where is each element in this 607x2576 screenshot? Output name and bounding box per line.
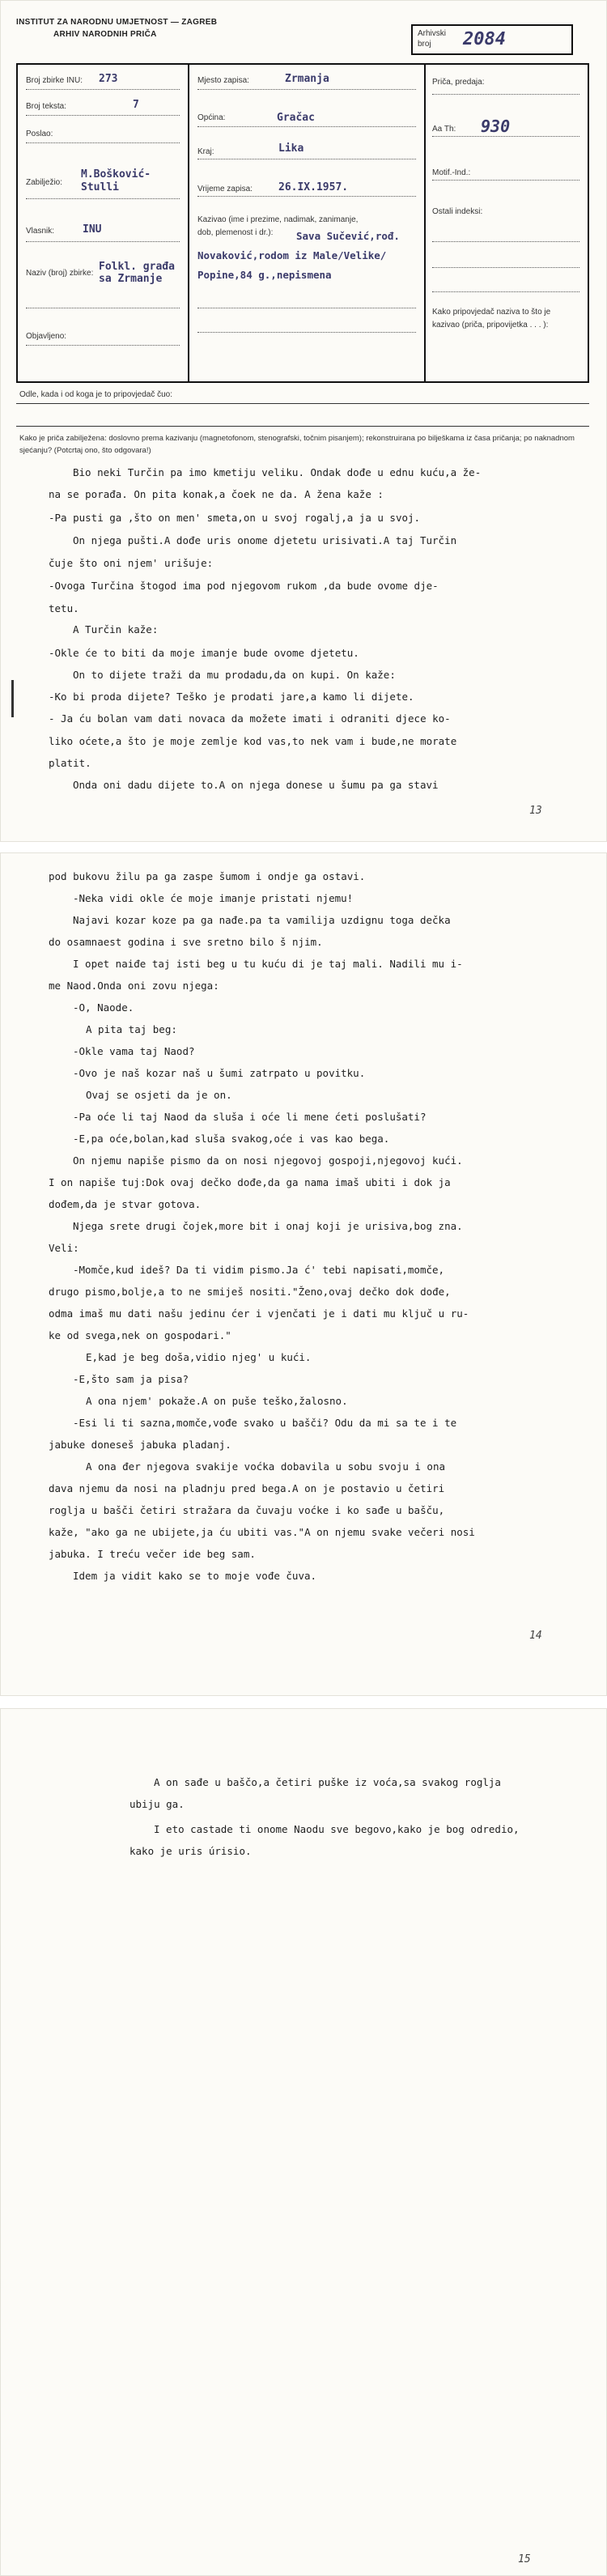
field-rule [26,89,180,90]
text-line: -Okle će to biti da moje imanje bude ovome djetetu. [49,647,359,659]
text-line: -Esi li ti sazna,momče,vođe svako u bašči? Odu da mi sa te i te [73,1417,457,1429]
text-line: ke od svega,nek on gospodari." [49,1329,231,1341]
text-line: -O, Naode. [73,1001,134,1014]
owner-value: INU [83,223,102,236]
archive-number-box [411,24,573,55]
owner-label: Vlasnik: [26,227,55,236]
text-line: Veli: [49,1242,79,1254]
text-line: On njemu napiše pismo da on nosi njegovoj gospoji,njegovoj kući. [73,1154,463,1167]
text-line: Bio neki Turčin pa imo kmetiju veliku. Ondak dođe u ednu kuću,a že- [73,466,482,478]
text-line: Najavi kozar koze pa ga nađe.pa ta vamilija uzdignu toga dečka [73,914,451,926]
collection-number-value: 273 [99,73,118,85]
page-1 [0,0,607,842]
archive-label: Arhivski broj [418,29,447,49]
text-line: -Pa pusti ga ,što on men' smeta,on u svoj rogalj,a ja u svoj. [49,512,421,524]
other-indexes-label: Ostali indeksi: [432,207,483,216]
page-3 [0,1708,607,2576]
text-line: A Turčin kaže: [73,623,159,635]
sent-by-label: Poslao: [26,130,53,138]
page-number: 14 [529,1630,542,1642]
text-number-label: Broj teksta: [26,102,67,111]
margin-mark [11,680,14,717]
text-line: čuje što oni njem' urišuje: [49,557,214,569]
field-rule [26,241,180,242]
municipality-label: Općina: [197,113,226,122]
page-number: 15 [518,2553,531,2565]
text-line: -E,pa oće,bolan,kad sluša svakog,oće i vas kao bega. [73,1133,390,1145]
text-number-value: 7 [133,99,139,111]
field-rule [432,267,579,268]
text-line: -E,što sam ja pisa? [73,1373,189,1385]
municipality-value: Gračac [277,112,315,124]
region-label: Kraj: [197,147,214,156]
field-rule [432,291,579,292]
text-line: Onda oni dadu dijete to.A on njega donese u šumu pa ga stavi [73,779,439,791]
collection-number-label: Broj zbirke INU: [26,76,83,85]
text-line: -Okle vama taj Naod? [73,1045,195,1057]
collection-name-value: Folkl. građa sa Zrmanje [99,261,175,285]
catalog-card [16,63,589,383]
column-divider [188,65,189,381]
text-line: I eto castade ti onome Naodu sve begovo,kako je bog odredio, [154,1823,520,1835]
field-rule [26,345,180,346]
text-line: On njega pušti.A dođe uris onome djetetu urisivati.A taj Turčin [73,534,457,546]
institute-name: INSTITUT ZA NARODNU UMJETNOST — ZAGREB [16,18,218,27]
field-rule [26,115,180,116]
text-line: E,kad je beg doša,vidio njeg' u kući. [86,1351,312,1363]
text-line: dava njemu da nosi na pladnju pred bega.A on je postavio u četiri [49,1482,445,1494]
aa-th-label: Aa Th: [432,125,456,134]
text-line: ubiju ga. [129,1798,185,1810]
field-rule [197,126,416,127]
text-line: Idem ja vidit kako se to moje vođe čuva. [73,1570,317,1582]
aa-th-value: 930 [481,117,511,136]
text-line: liko oćete,a što je moje zemlje kod vas,to nek vam i bude,ne morate [49,735,457,747]
story-type-label: Priča, predaja: [432,78,485,87]
text-line: Njega srete drugi čojek,more bit i onaj koji je urisiva,bog zna. [73,1220,463,1232]
region-value: Lika [278,142,304,155]
column-divider [424,65,426,381]
text-line: jabuke doneseš jabuka pladanj. [49,1439,231,1451]
text-line: -Ovo je naš kozar naš u šumi zatrpato u povitku. [73,1067,366,1079]
text-line: I on napiše tuj:Dok ovaj dečko dođe,da ga nama imaš ubiti i dok ja [49,1176,451,1188]
collection-name-label: Naziv (broj) zbirke: [26,269,94,278]
text-line: Ovaj se osjeti da je on. [86,1089,232,1101]
origin-label: Odle, kada i od koga je to pripovjedač čuo: [19,390,173,399]
field-rule [197,89,416,90]
archive-name: ARHIV NARODNIH PRIČA [53,30,157,39]
text-line: tetu. [49,602,79,614]
text-line: -Momče,kud ideš? Da ti vidim pismo.Ja ć' tebi napisati,momče, [73,1264,445,1276]
text-line: platit. [49,757,91,769]
archive-number: 2084 [463,29,506,49]
text-line: - Ja ću bolan vam dati novaca da možete imati i odraniti djece ko- [49,712,451,725]
date-label: Vrijeme zapisa: [197,185,253,193]
text-line: odma imaš mu dati našu jedinu ćer i vjenčati je i dati mu ključ u ru- [49,1307,469,1320]
text-line: kaže, "ako ga ne ubijete,ja ću ubiti vas."A on njemu svake večeri nosi [49,1526,475,1538]
text-line: dođem,da je stvar gotova. [49,1198,202,1210]
text-line: jabuka. I treću večer ide beg sam. [49,1548,256,1560]
place-value: Zrmanja [285,73,329,85]
text-line: A pita taj beg: [86,1023,177,1035]
field-rule [432,136,579,137]
recorded-by-label: Zabilježio: [26,178,63,187]
text-line: I opet naiđe taj isti beg u tu kuću di je taj mali. Nadili mu i- [73,958,463,970]
page-2 [0,852,607,1696]
narrator-term-label: Kako pripovjedač naziva to što je kazivao (priča, pripovijetka . . . ): [432,308,551,329]
text-line: na se porađa. On pita konak,a čoek ne da. A žena kaže : [49,488,384,500]
text-line: -Ovoga Turčina štogod ima pod njegovom rukom ,da bude ovome dje- [49,580,439,592]
field-rule [197,332,416,333]
origin-rule [16,426,589,427]
field-rule [432,94,579,95]
origin-rule [16,403,589,404]
recording-notes: Kako je priča zabilježena: doslovno prema kazivanju (magnetofonom, stenografski, točnim pisanjem); rekonstruirana po bilješkama iz časa pričanja; po naknadnom sjećanju? (Potcrtaj ono, što odgovara!) [19,434,575,455]
page-number: 13 [529,805,542,817]
text-line: roglja u bašči četiri stražara da čuvaju voćke i ko sađe u bašču, [49,1504,445,1516]
field-rule [432,180,579,181]
text-line: kako je uris úrisio. [129,1845,252,1857]
text-line: pod bukovu žilu pa ga zaspe šumom i ondje ga ostavi. [49,870,366,882]
text-line: -Neka vidi okle će moje imanje pristati njemu! [73,892,354,904]
text-line: me Naod.Onda oni zovu njega: [49,980,219,992]
field-rule [26,142,180,143]
field-rule [197,196,416,197]
published-label: Objavljeno: [26,332,67,341]
text-line: -Pa oće li taj Naod da sluša i oće li mene ćeti poslušati? [73,1111,427,1123]
narrator-label: Kazivao (ime i prezime, nadimak, zanimanje, dob, plemenost i dr.): [197,215,359,237]
text-line: A ona njem' pokaže.A on puše teško,žalosno. [86,1395,348,1407]
text-line: On to dijete traži da mu prodadu,da on kupi. On kaže: [73,669,396,681]
text-line: A ona đer njegova svakije voćka dobavila u sobu svoju i ona [86,1460,446,1473]
motif-index-label: Motif.-Ind.: [432,168,471,177]
date-value: 26.IX.1957. [278,181,349,193]
text-line: do osamnaest godina i sve sretno bilo š njim. [49,936,323,948]
text-line: -Ko bi proda dijete? Teško je prodati jare,a kamo li dijete. [49,691,414,703]
field-rule [26,198,180,199]
place-label: Mjesto zapisa: [197,76,249,85]
recorded-by-value: M.Bošković-Stulli [81,168,151,193]
field-rule [432,241,579,242]
narrator-value: Sava Sučević,rođ. Novaković,rodom iz Male/Velike/ Popine,84 g.,nepismena [197,230,400,281]
text-line: A on sađe u baščo,a četiri puške iz voća,sa svakog roglja [154,1776,501,1788]
text-line: drugo pismo,bolje,a to ne smiješ nositi."Ženo,ovaj dečko dok dođe, [49,1286,451,1298]
